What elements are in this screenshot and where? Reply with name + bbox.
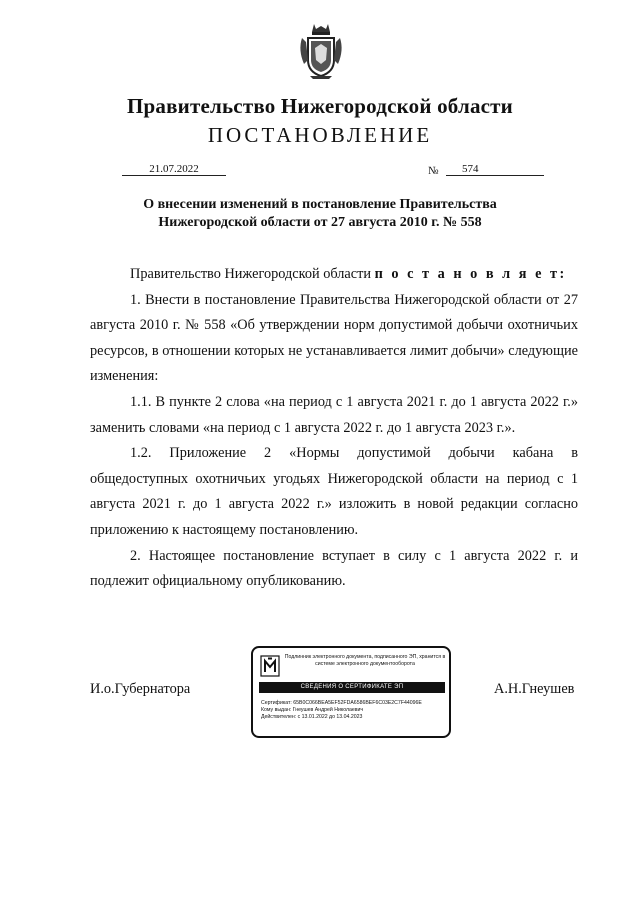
preamble [90, 262, 578, 288]
organization-name: Правительство Нижегородской области [127, 94, 513, 118]
document-number [446, 163, 544, 176]
coat-of-arms-icon [296, 20, 346, 80]
number-label: № [428, 165, 439, 177]
stamp-certificate-header: СВЕДЕНИЯ О СЕРТИФИКАТЕ ЭП [259, 682, 445, 693]
stamp-owner: Кому выдан: Гнеушев Андрей Николаевич [261, 707, 364, 713]
paragraph-1-1: 1.1. В пункте 2 слова «на период с 1 августа 2021 г. до 1 августа 2022 г.» заменить словами «на период с 1 августа 2022 г. до 1 августа 2023 г.». [90, 393, 578, 436]
preamble-resolves: п о с т а н о в л я е т: [374, 266, 567, 282]
document-title [90, 196, 550, 232]
stamp-validity: Действителен: с 13.01.2022 до 13.04.2023 [261, 714, 363, 720]
stamp-certificate: Сертификат: 65B0C066BEA5EF52FDA6586BEF6C03E2C7F44096E [261, 700, 422, 706]
title-line-1: О внесении изменений в постановление Правительства [143, 197, 497, 212]
paragraph-1-2: 1.2. Приложение 2 «Нормы допустимой добычи кабана в общедоступных охотничьих угодьях Нижегородской области на период с 1 августа 2021 г. до 1 августа 2022 г.» изложить в новой редакции согласно приложению к настоящему постановлению. [90, 445, 578, 538]
electronic-signature-stamp [251, 646, 451, 738]
document-body [90, 262, 578, 595]
stamp-note: Подлинник электронного документа, подписанного ЭП, хранится в системе электронного документооборота [284, 654, 446, 667]
signatory-name: А.Н.Гнеушев [494, 681, 575, 697]
paragraph-1: 1. Внести в постановление Правительства Нижегородской области от 27 августа 2010 г. № 558 «Об утверждении норм допустимой добычи охотничьих ресурсов, в отношении которых не устанавливается лимит добычи» следующие изменения: [90, 291, 578, 385]
stamp-details [261, 700, 449, 721]
document-type: ПОСТАНОВЛЕНИЕ [207, 123, 433, 147]
preamble-text: Правительство Нижегородской области [130, 266, 375, 282]
title-line-2: Нижегородской области от 27 августа 2010 г. № 558 [158, 215, 482, 230]
document-date: 21.07.2022 [122, 163, 226, 176]
paragraph-2: 2. Настоящее постановление вступает в силу с 1 августа 2022 г. и подлежит официальному опубликованию. [90, 547, 578, 590]
signatory-position: И.о.Губернатора [90, 681, 191, 697]
stamp-emblem-icon [260, 655, 280, 677]
document-number-value: 574 [462, 163, 479, 175]
